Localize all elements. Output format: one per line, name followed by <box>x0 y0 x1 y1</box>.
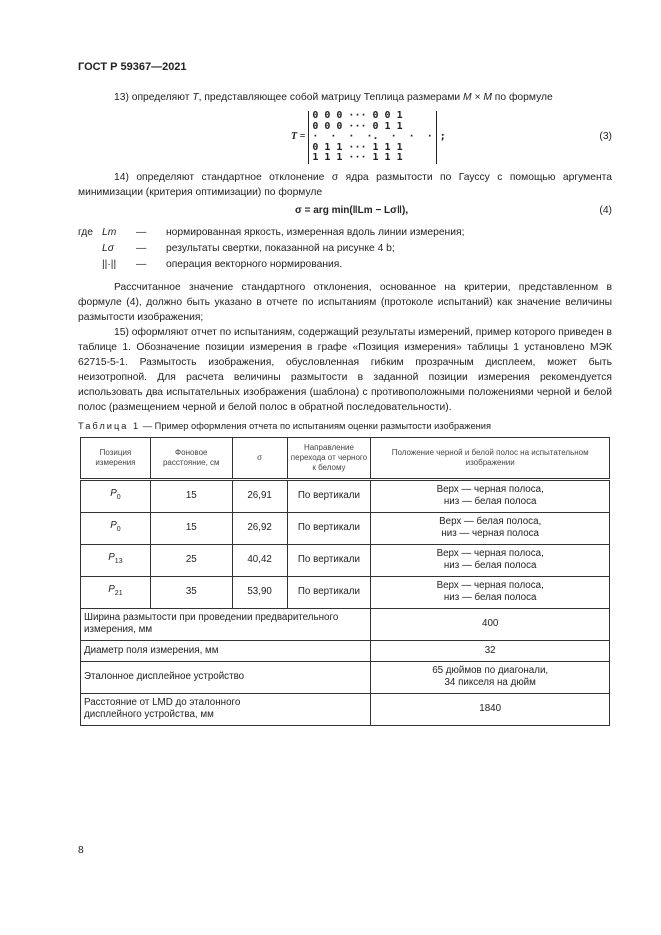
blur-report-table <box>80 437 610 726</box>
matrix-row: 0 0 0 ··· 0 0 1 <box>312 110 403 121</box>
matrix-row: 0 0 0 ··· 0 1 1 <box>312 120 403 132</box>
sigma-cell: 40,42 <box>232 544 287 576</box>
toeplitz-matrix <box>308 111 436 164</box>
table-caption-label: Таблица 1 <box>78 420 141 431</box>
summary-row <box>81 608 610 640</box>
distance-cell: 35 <box>150 576 232 608</box>
symbol: Lm <box>102 226 117 238</box>
stripes-cell: Верх — черная полоса, низ — белая полоса <box>371 479 610 512</box>
matrix-row: 0 1 1 ··· 1 1 1 <box>312 141 403 153</box>
symbol: Lσ <box>102 242 114 254</box>
sigma-cell: 53,90 <box>232 576 287 608</box>
stripes-cell: Верх — черная полоса, низ — белая полоса <box>371 544 610 576</box>
page-number: 8 <box>78 845 84 856</box>
document-body <box>78 60 612 726</box>
equation-3-line <box>78 111 612 164</box>
table-row <box>81 576 610 608</box>
definition: результаты свертки, показанной на рисунке 4 b; <box>166 242 395 254</box>
direction-cell: По вертикали <box>287 576 371 608</box>
paragraph-result: Рассчитанное значение стандартного отклонения, основанное на критерии, представленном в формуле (4), должно быть указано в отчете по испытаниям (протоколе испытаний) как значение величины размытости изображения; <box>78 281 612 323</box>
equation-3: T = 0 0 0 ··· 0 0 1 0 0 0 ··· 0 1 1 · · · ·. · · · 0 1 1 ··· 1 1 1 1 1 1 ··· 1 1 1 ; <box>291 110 446 163</box>
direction-cell: По вертикали <box>287 544 371 576</box>
position-cell: $P_{21}$ <box>108 584 123 597</box>
sigma-cell: 26,91 <box>232 479 287 512</box>
direction-cell: По вертикали <box>287 479 371 512</box>
item-14: 14) определяют стандартное отклонение σ ядра размытости по Гауссу с помощью аргумента минимизации (критерия оптимизации) по формуле <box>78 171 612 198</box>
matrix-row: · · · ·. · · · <box>312 131 433 142</box>
summary-value: 400 <box>371 608 610 640</box>
item-13-text-after: по формуле <box>491 92 553 103</box>
summary-row <box>81 661 610 693</box>
summary-label: Эталонное дисплейное устройство <box>81 661 371 693</box>
header-sigma: σ <box>232 437 287 479</box>
equation-4: σ = arg min(‖Lm − Lσ‖), <box>295 204 409 216</box>
sigma-cell: 26,92 <box>232 512 287 544</box>
table-header-row <box>81 437 610 479</box>
table-caption-text: — Пример оформления отчета по испытаниям оценки размытости изображения <box>140 420 492 431</box>
position-cell: $P_0$ <box>110 488 121 501</box>
document-header: ГОСТ Р 59367—2021 <box>78 61 187 73</box>
distance-cell: 25 <box>150 544 232 576</box>
equation-3-lhs: T = <box>291 131 306 142</box>
distance-cell: 15 <box>150 479 232 512</box>
summary-label: Расстояние от LMD до эталонного дисплейного устройства, мм <box>81 693 371 725</box>
matrix-dims: M × M <box>463 92 492 103</box>
definition: нормированная яркость, измеренная вдоль линии измерения; <box>166 226 465 238</box>
symbol: ||·|| <box>102 258 117 270</box>
matrix-row: 1 1 1 ··· 1 1 1 <box>312 152 403 163</box>
position-cell: $P_{13}$ <box>108 552 123 565</box>
equation-4-number: (4) <box>599 204 612 216</box>
stripes-cell: Верх — белая полоса, низ — черная полоса <box>371 512 610 544</box>
equation-3-number: (3) <box>599 131 612 143</box>
summary-label: Диаметр поля измерения, мм <box>81 640 371 661</box>
item-13 <box>78 90 612 105</box>
header-stripes: Положение черной и белой полос на испытательном изображении <box>371 437 610 479</box>
equation-4-line <box>78 203 612 219</box>
header-distance: Фоновое расстояние, см <box>150 437 232 479</box>
definition: операция векторного нормирования. <box>166 258 343 270</box>
dash: — <box>136 226 147 238</box>
summary-row <box>81 640 610 661</box>
summary-value: 65 дюймов по диагонали, 34 пикселя на дюйм <box>371 661 610 693</box>
summary-value: 32 <box>371 640 610 661</box>
header-position: Позиция измерения <box>81 437 151 479</box>
summary-label: Ширина размытости при проведении предварительного измерения, мм <box>81 608 371 640</box>
table-row <box>81 512 610 544</box>
distance-cell: 15 <box>150 512 232 544</box>
table-caption <box>78 420 612 433</box>
position-cell: $P_0$ <box>110 520 121 533</box>
table-row <box>81 479 610 512</box>
table-row <box>81 544 610 576</box>
dash: — <box>136 242 147 254</box>
header-direction: Направление перехода от черного к белому <box>287 437 371 479</box>
item-13-text: 13) определяют <box>114 92 193 103</box>
item-15: 15) оформляют отчет по испытаниям, содержащий результаты измерений, пример которого приведен в таблице 1. Обозначение позиции измерения в графе «Позиция измерения» таблицы 1 установлено МЭК 62715-5-1. Размытость изображения, обусловленная гибким прозрачным дисплеем, может быть неизотропной. Для расчета величины размытости в заданной позиции измерения рекомендуется использовать два испытательных изображения (шаблона) с противоположными положениями черной и белой полос (размещением черной и белой полос в обратной последовательности). <box>78 326 612 413</box>
where-list <box>78 225 468 273</box>
summary-row <box>81 693 610 725</box>
item-13-text-mid: , представляющее собой матрицу Теплица размерами <box>198 92 464 103</box>
where-label: где <box>78 226 94 238</box>
stripes-cell: Верх — черная полоса, низ — белая полоса <box>371 576 610 608</box>
summary-value: 1840 <box>371 693 610 725</box>
var-t: T <box>192 92 199 103</box>
dash: — <box>136 258 147 270</box>
direction-cell: По вертикали <box>287 512 371 544</box>
